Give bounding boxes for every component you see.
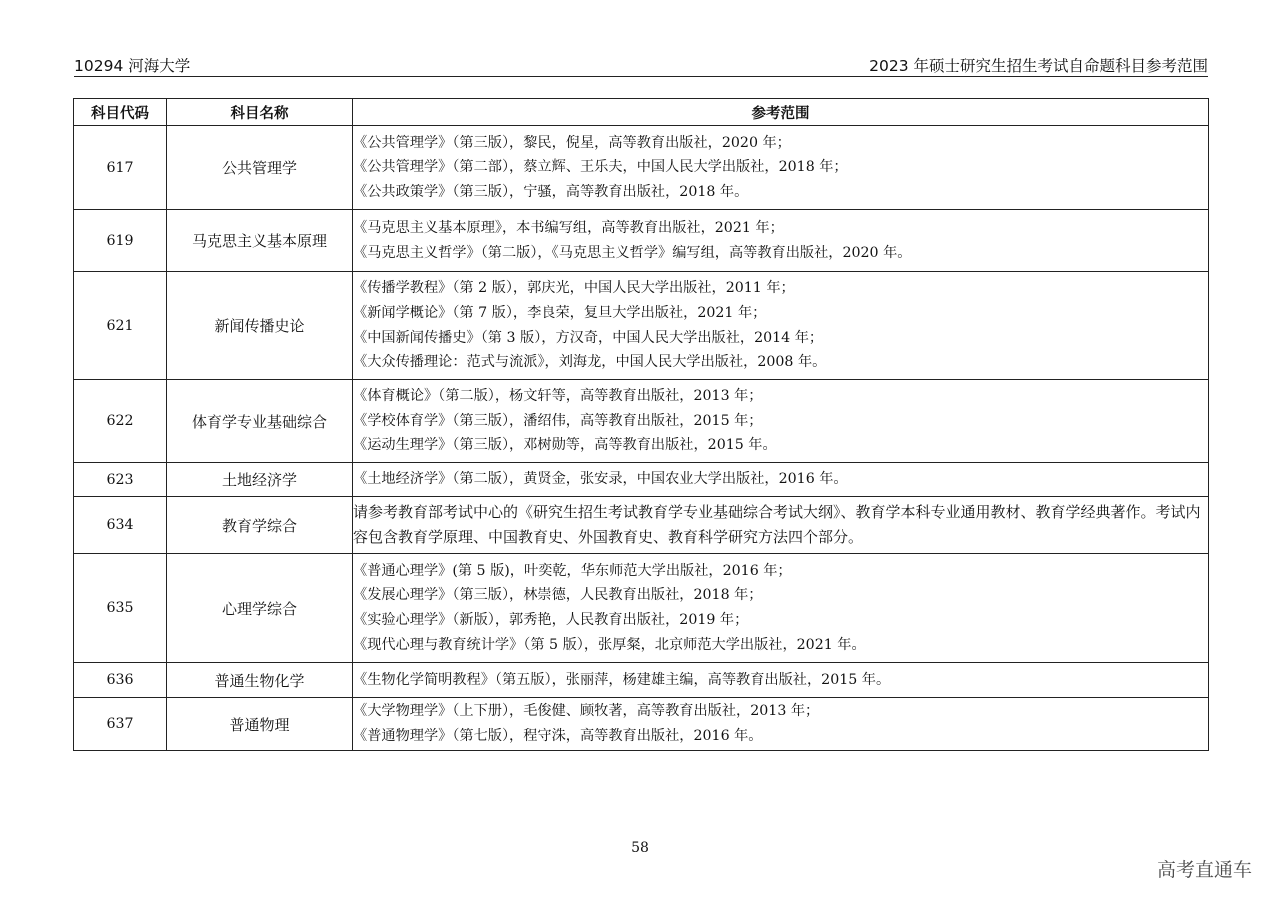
reference-cell <box>353 463 1209 497</box>
watermark: 高考直通车 <box>1156 859 1252 881</box>
subject-name: 教育学综合 <box>167 497 353 554</box>
reference-entry: 《现代心理与教育统计学》（第 5 版），张厚粲，北京师范大学出版社，2021 年。 <box>353 636 866 653</box>
subject-code: 621 <box>74 272 167 380</box>
reference-entry: 《大学物理学》（上下册），毛俊健、顾牧著，高等教育出版社，2013 年； <box>353 703 820 720</box>
subject-code: 622 <box>74 380 167 463</box>
reference-cell <box>353 554 1209 663</box>
reference-entry: 《普通心理学》(第 5 版)，叶奕乾，华东师范大学出版社，2016 年； <box>353 562 792 579</box>
reference-cell <box>353 380 1209 463</box>
reference-entry: 《传播学教程》（第 2 版），郭庆光，中国人民大学出版社，2011 年； <box>353 280 795 297</box>
subject-code: 619 <box>74 210 167 272</box>
reference-cell <box>353 698 1209 751</box>
reference-entry: 《马克思主义哲学》（第二版），《马克思主义哲学》编写组，高等教育出版社，2020 年。 <box>353 244 912 261</box>
reference-entry: 《大众传播理论：范式与流派》，刘海龙，中国人民大学出版社，2008 年。 <box>353 354 827 371</box>
table-row <box>74 663 1209 698</box>
reference-cell <box>353 210 1209 272</box>
subject-code: 623 <box>74 463 167 497</box>
table-header-row <box>74 99 1209 126</box>
header-university: 10294 河海大学 <box>74 57 191 75</box>
subject-name: 马克思主义基本原理 <box>167 210 353 272</box>
reference-entry: 《普通物理学》（第七版），程守洙，高等教育出版社，2016 年。 <box>353 728 763 744</box>
reference-entry: 《新闻学概论》（第 7 版），李良荣，复旦大学出版社，2021 年； <box>353 304 767 321</box>
subject-name: 体育学专业基础综合 <box>167 380 353 463</box>
page-number: 58 <box>631 840 649 856</box>
reference-entry: 《生物化学简明教程》（第五版），张丽萍，杨建雄主编，高等教育出版社，2015 年。 <box>353 671 891 688</box>
reference-paragraph: 请参考教育部考试中心的《研究生招生考试教育学专业基础综合考试大纲》、教育学本科专业通用教材、教育学经典著作。考试内容包含教育学原理、中国教育史、外国教育史、教育科学研究方法四个部分。 <box>353 503 1201 546</box>
table-row <box>74 126 1209 210</box>
table-row <box>74 272 1209 380</box>
table-row <box>74 463 1209 497</box>
subject-name: 心理学综合 <box>167 554 353 663</box>
reference-cell <box>353 272 1209 380</box>
reference-entry: 《土地经济学》（第二版），黄贤金，张安录，中国农业大学出版社，2016 年。 <box>353 471 848 488</box>
subject-code: 636 <box>74 663 167 698</box>
page-header <box>74 50 1208 76</box>
column-header-refs: 参考范围 <box>353 99 1209 126</box>
reference-entry: 《公共管理学》（第三版），黎民，倪星，高等教育出版社，2020 年； <box>353 134 791 151</box>
reference-cell <box>353 497 1209 554</box>
column-header-code: 科目代码 <box>74 99 167 126</box>
subject-name: 新闻传播史论 <box>167 272 353 380</box>
subject-name: 土地经济学 <box>167 463 353 497</box>
subject-code: 637 <box>74 698 167 751</box>
subject-name: 普通生物化学 <box>167 663 353 698</box>
reference-entry: 《体育概论》（第二版），杨文轩等，高等教育出版社，2013 年； <box>353 388 763 405</box>
reference-entry: 《公共政策学》（第三版），宁骚，高等教育出版社，2018 年。 <box>353 183 749 200</box>
subject-code: 635 <box>74 554 167 663</box>
reference-entry: 《中国新闻传播史》（第 3 版），方汉奇，中国人民大学出版社，2014 年； <box>353 329 824 346</box>
column-header-name: 科目名称 <box>167 99 353 126</box>
subject-code: 617 <box>74 126 167 210</box>
reference-entry: 《公共管理学》（第二部），蔡立辉、王乐夫，中国人民大学出版社，2018 年； <box>353 159 848 176</box>
subject-name: 普通物理 <box>167 698 353 751</box>
table-row <box>74 380 1209 463</box>
reference-entry: 《实验心理学》（新版），郭秀艳，人民教育出版社，2019 年； <box>353 612 749 628</box>
header-title: 2023 年硕士研究生招生考试自命题科目参考范围 <box>869 57 1208 75</box>
reference-cell <box>353 663 1209 698</box>
table-row <box>74 497 1209 554</box>
reference-entry: 《发展心理学》（第三版），林崇德，人民教育出版社，2018 年； <box>353 587 763 604</box>
reference-entry: 《学校体育学》（第三版），潘绍伟，高等教育出版社，2015 年； <box>353 412 763 429</box>
reference-cell <box>353 126 1209 210</box>
table-row <box>74 698 1209 751</box>
header-rule <box>74 76 1208 77</box>
reference-entry: 《马克思主义基本原理》，本书编写组，高等教育出版社，2021 年； <box>353 219 784 236</box>
reference-table <box>73 98 1209 751</box>
table-row <box>74 210 1209 272</box>
subject-code: 634 <box>74 497 167 554</box>
reference-entry: 《运动生理学》（第三版），邓树勋等，高等教育出版社，2015 年。 <box>353 437 777 454</box>
subject-name: 公共管理学 <box>167 126 353 210</box>
table-row <box>74 554 1209 663</box>
